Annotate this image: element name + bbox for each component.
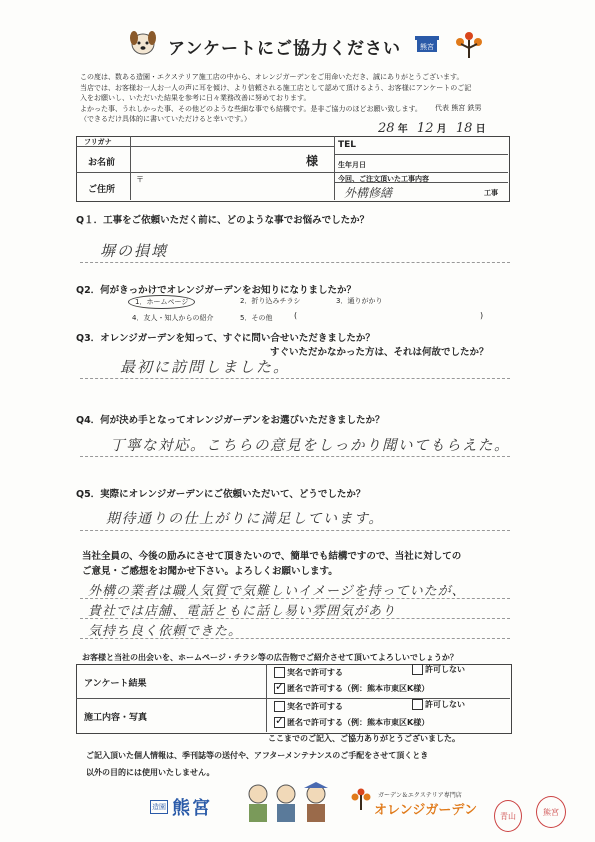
dog-mascot-icon <box>128 28 158 56</box>
consent-row-2-label: 施工内容・写真 <box>84 713 148 723</box>
date-field <box>378 120 486 136</box>
name-suffix: 様 <box>306 154 319 168</box>
consent-row-1-label: アンケート結果 <box>84 679 147 689</box>
q3-question: Q3．オレンジガーデンを知って、すぐに問い合せいただきましたか？ <box>76 333 375 344</box>
checkbox[interactable] <box>274 667 285 678</box>
work-value: 外構修繕 <box>344 186 393 200</box>
q2-other-open: ( <box>294 311 298 320</box>
dob-input[interactable] <box>378 155 506 171</box>
option-label: 匿名で許可する（例：熊本市東区K様） <box>287 684 430 693</box>
comment-prompt-2: ご意見・ご感想をお聞かせ下さい。よろしくお願いします。 <box>82 566 338 577</box>
q2-option-4[interactable]: 4．友人・知人からの紹介 <box>132 314 214 322</box>
date-year-unit: 年 <box>397 124 408 135</box>
q2-option-label: 1．ホームページ <box>135 298 189 306</box>
checkbox[interactable] <box>412 699 423 710</box>
intro-text <box>80 72 550 125</box>
checkbox-checked[interactable] <box>274 717 285 728</box>
checkbox-checked[interactable] <box>274 683 285 694</box>
q4-answer: 丁寧な対応。こちらの意見をしっかり聞いてもらえた。 <box>110 438 510 454</box>
option-label: 許可しない <box>425 700 465 709</box>
checkbox[interactable] <box>274 701 285 712</box>
q5-question: Q5．実際にオレンジガーデンにご依頼いただいて、どうでしたか？ <box>76 489 366 500</box>
privacy-line-2: 以外の目的には使用いたしません。 <box>86 768 215 777</box>
intro-line: 入をお願いし、いただいた結果を参考に日々業務改善に努めております。 <box>80 94 311 102</box>
q2-option-2[interactable]: 2．折り込みチラシ <box>240 297 301 305</box>
kumamiya-brand-name: 熊宮 <box>172 798 212 819</box>
option-label: 実名で許可する <box>287 668 343 677</box>
seal-1-text: 青山 <box>500 811 516 821</box>
address-input[interactable] <box>132 173 332 199</box>
q3-subquestion: すぐいただかなかった方は、それは何故でしたか？ <box>270 347 489 358</box>
option-label: 実名で許可する <box>287 702 343 711</box>
svg-text:熊宮: 熊宮 <box>420 43 434 51</box>
privacy-line-1: ご記入頂いた個人情報は、季刊誌等の送付や、アフターメンテナンスのご手配をさせて頂くとき <box>86 751 429 760</box>
consent-row-2-real[interactable] <box>274 701 343 712</box>
work-suffix: 工事 <box>484 189 498 197</box>
consent-row-2-no[interactable] <box>412 699 465 710</box>
date-month-unit: 月 <box>436 124 447 135</box>
seal-stamp-2 <box>536 796 566 828</box>
comment-line-1: 外構の業者は職人気質で気難しいイメージを持っていたが、 <box>88 584 466 599</box>
intro-line: 当店では、お客様お一人お一人の声に耳を傾け、より信頼される施工店として認めて頂けるよう、お客様にアンケートのご記 <box>80 83 472 92</box>
signature: 代表 熊宮 鉄男 <box>435 104 482 112</box>
orange-tree-footer-icon <box>350 786 372 812</box>
q2-option-1[interactable] <box>128 295 195 309</box>
date-month: 12 <box>416 121 434 136</box>
thanks-text: ここまでのご記入、ご協力ありがとうございました。 <box>268 734 460 743</box>
address-label: ご住所 <box>88 185 116 195</box>
q1-answer: 塀の損壊 <box>100 242 169 260</box>
kumamiya-logo-icon <box>414 34 440 58</box>
name-input[interactable] <box>132 147 332 171</box>
kumamiya-brand-small: 造園 <box>150 800 168 814</box>
date-year: 28 <box>378 121 395 136</box>
q2-option-3[interactable]: 3．通りがかり <box>336 297 383 305</box>
comment-prompt-1: 当社全員の、今後の励みにさせて頂きたいので、簡単でも結構ですので、当社に対しての <box>82 551 462 562</box>
work-label: 今回、ご注文頂いた工事内容 <box>338 175 429 183</box>
furigana-label: フリガナ <box>84 138 112 146</box>
q5-answer: 期待通りの仕上がりに満足しています。 <box>106 511 384 527</box>
intro-line: よかった事、うれしかった事、その他どのような些細な事でも結構です。是非ご協力のほどお願い致します。 <box>80 104 422 113</box>
consent-prompt: お客様と当社の出会いを、ホームページ・チラシ等の広告物でご紹介させて頂いてよろしいでしょうか？ <box>82 653 458 662</box>
consent-row-1-no[interactable] <box>412 664 465 675</box>
kumamiya-brand <box>150 794 212 820</box>
comment-line-2: 貴社では店舗、電話ともに話し易い雰囲気があり <box>88 604 397 619</box>
q2-option-5[interactable]: 5．その他 <box>240 314 273 322</box>
orange-garden-small: ガーデン＆エクステリア専門店 <box>378 792 462 799</box>
date-day: 18 <box>455 121 473 136</box>
q3-answer: 最初に訪問しました。 <box>120 358 291 376</box>
tel-label: TEL <box>338 140 357 150</box>
consent-row-1-real[interactable] <box>274 667 343 678</box>
option-label: 匿名で許可する（例：熊本市東区K様） <box>287 718 430 727</box>
name-label: お名前 <box>88 158 116 168</box>
checkbox[interactable] <box>412 664 423 675</box>
staff-illustrations-icon <box>244 780 340 824</box>
consent-row-1-anon[interactable] <box>274 683 429 694</box>
seal-stamp-1 <box>494 800 522 832</box>
orange-tree-logo-icon <box>452 28 486 62</box>
q2-other-input[interactable] <box>300 310 476 322</box>
q4-question: Q4．何が決め手となってオレンジガーデンをお選びいただきましたか？ <box>76 415 385 426</box>
q2-other-close: ) <box>480 311 484 320</box>
comment-line-3: 気持ち良く依頼できた。 <box>88 624 243 639</box>
seal-2-text: 熊宮 <box>543 807 559 817</box>
option-label: 許可しない <box>425 665 465 674</box>
consent-row-2-anon[interactable] <box>274 717 429 728</box>
tel-input[interactable] <box>362 137 506 153</box>
q2-question: Q2．何がきっかけでオレンジガーデンをお知りになりましたか？ <box>76 285 357 296</box>
intro-line: この度は、数ある造園・エクステリア施工店の中から、オレンジガーデンをご用命いただき、誠にありがとうございます。 <box>80 73 464 81</box>
q1-question: Q１．工事をご依頼いただく前に、どのような事でお悩みでしたか？ <box>76 215 370 226</box>
orange-garden-brand: オレンジガーデン <box>374 803 478 818</box>
intro-line: （できるだけ具体的に書いていただけると幸いです。） <box>80 115 251 123</box>
dob-label: 生年月日 <box>338 161 366 169</box>
postal-mark: 〒 <box>136 175 144 184</box>
page-title: アンケートにご協力ください <box>168 39 401 59</box>
date-day-unit: 日 <box>475 124 486 135</box>
